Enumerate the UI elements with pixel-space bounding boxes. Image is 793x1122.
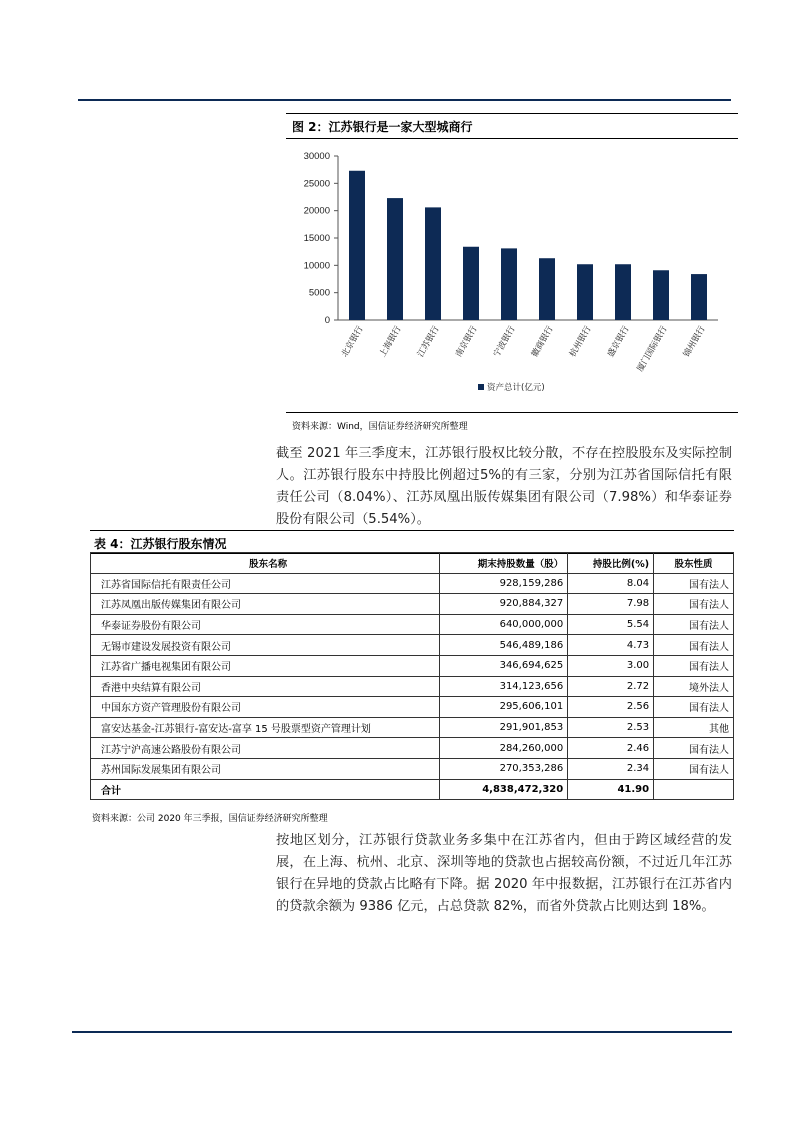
table-title-bar — [90, 530, 734, 554]
cell-shares: 291,901,853 — [440, 717, 568, 738]
cell-shares: 284,260,000 — [440, 738, 568, 759]
y-tick-label: 10000 — [303, 260, 330, 272]
cell-ratio: 2.53 — [568, 717, 654, 738]
cell-nature: 国有法人 — [654, 635, 734, 656]
x-tick-label: 上海银行 — [377, 324, 404, 359]
figure-source: 资料来源：Wind，国信证券经济研究所整理 — [292, 422, 468, 432]
x-tick-label: 厦门国际银行 — [635, 324, 670, 374]
cell-shares: 314,123,656 — [440, 676, 568, 697]
table-row — [91, 717, 734, 738]
x-tick-label: 宁波银行 — [491, 324, 518, 359]
bar-series — [349, 171, 707, 320]
shareholder-table — [90, 552, 734, 800]
cell-shares: 928,159,286 — [440, 573, 568, 594]
bar — [463, 247, 479, 320]
cell-name: 中国东方资产管理股份有限公司 — [91, 697, 440, 718]
cell-nature: 国有法人 — [654, 594, 734, 615]
total-cell-ratio: 41.90 — [568, 779, 654, 800]
header-rule — [78, 99, 731, 101]
asset-bar-chart — [286, 140, 738, 412]
bar — [691, 274, 707, 320]
legend-swatch — [478, 384, 484, 390]
figure-source-rule — [286, 412, 738, 413]
x-tick-label: 杭州银行 — [567, 324, 594, 359]
cell-name: 富安达基金-江苏银行-富安达-富享 15 号股票型资产管理计划 — [91, 717, 440, 738]
cell-ratio: 2.72 — [568, 676, 654, 697]
footer-rule — [72, 1031, 732, 1033]
cell-name: 江苏省广播电视集团有限公司 — [91, 655, 440, 676]
table-title: 表 4：江苏银行股东情况 — [94, 537, 227, 551]
cell-ratio: 5.54 — [568, 614, 654, 635]
y-tick-label: 20000 — [303, 205, 330, 217]
figure-title: 图 2：江苏银行是一家大型城商行 — [292, 120, 473, 134]
bar — [425, 207, 441, 320]
cell-ratio: 8.04 — [568, 573, 654, 594]
y-tick-label: 15000 — [303, 233, 330, 244]
col-header-name: 股东名称 — [91, 553, 440, 574]
y-tick-label: 5000 — [308, 287, 330, 299]
cell-name: 无锡市建设发展投资有限公司 — [91, 635, 440, 656]
bar — [653, 270, 669, 320]
cell-ratio: 2.46 — [568, 738, 654, 759]
x-tick-label: 江苏银行 — [415, 324, 442, 359]
x-axis-labels — [339, 324, 708, 374]
x-tick-label: 徽商银行 — [529, 324, 556, 359]
cell-nature: 国有法人 — [654, 573, 734, 594]
bar — [539, 258, 555, 320]
cell-ratio: 7.98 — [568, 594, 654, 615]
col-header-nature: 股东性质 — [654, 553, 734, 574]
legend-label: 资产总计(亿元) — [487, 383, 545, 393]
bar — [501, 248, 517, 320]
y-tick-label: 0 — [324, 315, 330, 326]
bar — [387, 198, 403, 320]
cell-shares: 346,694,625 — [440, 655, 568, 676]
shareholder-paragraph: 截至 2021 年三季度末，江苏银行股权比较分散，不存在控股股东及实际控制人。江苏银行股东中持股比例超过5%的有三家，分别为江苏省国际信托有限责任公司（8.04%）、江苏凤凰出版传媒集团有限公司（7.98%）和华泰证券股份有限公司（5.54%）。 — [276, 446, 732, 527]
cell-nature: 国有法人 — [654, 614, 734, 635]
cell-nature: 国有法人 — [654, 655, 734, 676]
x-tick-label: 锦州银行 — [681, 324, 708, 359]
table-row — [91, 758, 734, 779]
y-tick-label: 25000 — [303, 178, 330, 190]
total-cell-name: 合计 — [91, 779, 440, 800]
cell-nature: 国有法人 — [654, 738, 734, 759]
table-row — [91, 635, 734, 656]
total-cell-shares: 4,838,472,320 — [440, 779, 568, 800]
cell-shares: 295,606,101 — [440, 697, 568, 718]
x-tick-label: 盛京银行 — [605, 324, 632, 359]
regional-loan-paragraph: 按地区划分，江苏银行贷款业务多集中在江苏省内，但由于跨区域经营的发展，在上海、杭州、北京、深圳等地的贷款也占据较高份额，不过近几年江苏银行在异地的贷款占比略有下降。据 2020 年中报数据，江苏银行在江苏省内的贷款余额为 9386 亿元，占总贷款 82%，而省外贷款占比则达到 18%。 — [276, 833, 732, 914]
cell-nature: 国有法人 — [654, 758, 734, 779]
table-row — [91, 676, 734, 697]
chart-legend — [478, 382, 545, 393]
cell-name: 江苏省国际信托有限责任公司 — [91, 573, 440, 594]
bar — [615, 264, 631, 320]
col-header-shares: 期末持股数量（股） — [440, 553, 568, 574]
cell-ratio: 2.34 — [568, 758, 654, 779]
x-tick-label: 北京银行 — [339, 324, 366, 359]
table-row — [91, 573, 734, 594]
table-row — [91, 738, 734, 759]
cell-ratio: 4.73 — [568, 635, 654, 656]
cell-nature: 其他 — [654, 717, 734, 738]
table-row — [91, 614, 734, 635]
cell-nature: 国有法人 — [654, 697, 734, 718]
cell-shares: 640,000,000 — [440, 614, 568, 635]
cell-ratio: 3.00 — [568, 655, 654, 676]
cell-nature: 境外法人 — [654, 676, 734, 697]
cell-name: 江苏凤凰出版传媒集团有限公司 — [91, 594, 440, 615]
cell-name: 华泰证券股份有限公司 — [91, 614, 440, 635]
y-tick-label: 30000 — [303, 151, 330, 162]
bar — [349, 171, 365, 320]
table-total-row — [91, 779, 734, 800]
table-row — [91, 697, 734, 718]
bar — [577, 264, 593, 320]
cell-name: 江苏宁沪高速公路股份有限公司 — [91, 738, 440, 759]
cell-shares: 546,489,186 — [440, 635, 568, 656]
cell-shares: 920,884,327 — [440, 594, 568, 615]
cell-name: 香港中央结算有限公司 — [91, 676, 440, 697]
total-cell-nature — [654, 779, 734, 800]
col-header-ratio: 持股比例(%) — [568, 553, 654, 574]
table-source: 资料来源：公司 2020 年三季报，国信证券经济研究所整理 — [92, 814, 328, 824]
cell-name: 苏州国际发展集团有限公司 — [91, 758, 440, 779]
cell-shares: 270,353,286 — [440, 758, 568, 779]
x-tick-label: 南京银行 — [453, 324, 480, 359]
figure-title-bar — [286, 113, 738, 139]
table-header-row — [91, 553, 734, 574]
table-row — [91, 655, 734, 676]
cell-ratio: 2.56 — [568, 697, 654, 718]
table-row — [91, 594, 734, 615]
